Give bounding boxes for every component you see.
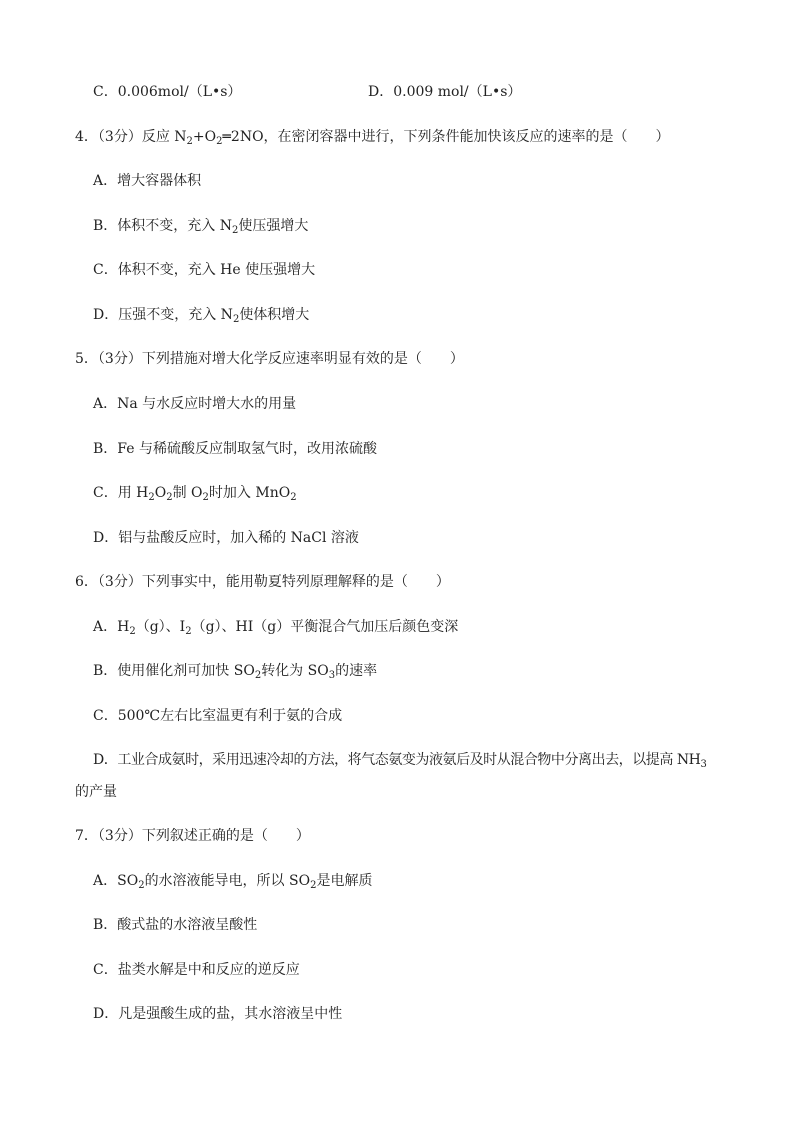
- q5-option-a: A．Na 与水反应时增大水的用量: [93, 396, 297, 412]
- q4-option-b: B．体积不变，充入 $N_2$使压强增大: [93, 218, 309, 236]
- q7-stem: 7．（3分）下列叙述正确的是（ ）: [75, 828, 310, 844]
- q4-option-a: A．增大容器体积: [93, 173, 202, 189]
- q5-option-d: D．铝与盐酸反应时，加入稀的 NaCl 溶液: [93, 530, 359, 546]
- q6-option-c: C．500℃左右比室温更有利于氨的合成: [93, 708, 343, 724]
- q7-option-b: B．酸式盐的水溶液呈酸性: [93, 917, 258, 933]
- q6-option-d-continued: 的产量: [75, 784, 117, 800]
- q5-stem: 5．（3分）下列措施对增大化学反应速率明显有效的是（ ）: [75, 351, 464, 367]
- q6-option-b: B．使用催化剂可加快 $SO_2$转化为 $SO_3$的速率: [93, 663, 378, 681]
- q5-option-c: C．用 $H_2O_2$制 $O_2$时加入 MnO$_2$: [93, 485, 297, 503]
- q3-option-c: C．0.006mol/（L•s）: [93, 84, 242, 100]
- q7-option-d: D．凡是强酸生成的盐，其水溶液呈中性: [93, 1006, 343, 1022]
- q7-option-c: C．盐类水解是中和反应的逆反应: [93, 962, 300, 978]
- q6-stem: 6．（3分）下列事实中，能用勒夏特列原理解释的是（ ）: [75, 574, 450, 590]
- q6-option-a: A．$H_2(g)$、$I_2(g)$、HI（g）平衡混合气加压后颜色变深: [93, 619, 459, 637]
- q4-option-c: C．体积不变，充入 He 使压强增大: [93, 262, 316, 278]
- q7-option-a: A．$SO_2$的水溶液能导电，所以 $SO_2$是电解质: [93, 873, 373, 891]
- q4-stem: 4．（3分）反应 $N_2+O_2═2NO$，在密闭容器中进行，下列条件能加快该反应的速率的是（ ）: [75, 129, 670, 147]
- q4-option-d: D．压强不变，充入 $N_2$使体积增大: [93, 307, 310, 325]
- q6-option-d: D．工业合成氨时，采用迅速冷却的方法，将气态氨变为液氨后及时从混合物中分离出去，以提高 $NH_3$: [93, 752, 707, 770]
- q5-option-b: B．Fe 与稀硫酸反应制取氢气时，改用浓硫酸: [93, 441, 377, 457]
- q3-option-d: D．0.009 mol/（L•s）: [368, 84, 522, 100]
